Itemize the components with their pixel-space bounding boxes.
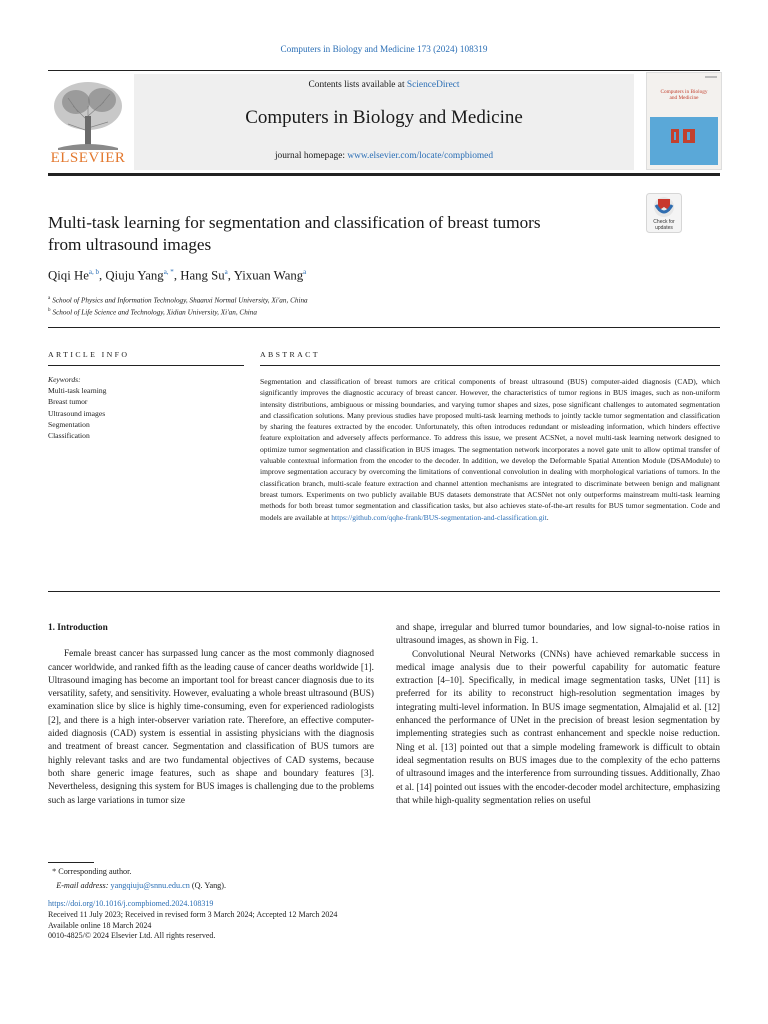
affiliation-mark: a	[48, 296, 51, 301]
keywords-block	[48, 374, 244, 441]
affiliation-text: School of Life Science and Technology, Xidian University, Xi'an, China	[52, 308, 257, 317]
keyword-item: Classification	[48, 431, 90, 441]
affiliation-a	[48, 296, 308, 304]
top-rule	[48, 70, 720, 71]
cover-title-line2: and Medicine	[669, 95, 699, 101]
article-info-caption: ARTICLE INFO	[48, 350, 130, 359]
keywords-label: Keywords:	[48, 375, 81, 384]
abstract-bottom-rule	[48, 591, 720, 592]
sciencedirect-link[interactable]: ScienceDirect	[406, 80, 460, 90]
body-paragraph: and shape, irregular and blurred tumor boundaries, and low signal-to-noise ratios in ultrasound images, as shown in Fig. 1.	[396, 623, 720, 647]
corresponding-author-note: * Corresponding author.	[48, 867, 132, 876]
author-affiliation-mark[interactable]: a	[303, 268, 307, 276]
body-column-left	[48, 622, 374, 808]
journal-homepage-line	[134, 151, 634, 161]
article-info-rule	[48, 365, 244, 366]
crossmark-icon	[646, 193, 682, 233]
journal-cover-thumbnail[interactable]	[646, 72, 722, 170]
author-affiliation-mark[interactable]: a	[224, 268, 228, 276]
header-bottom-rule	[48, 173, 720, 176]
contents-prefix: Contents lists available at	[308, 80, 407, 90]
affiliation-b	[48, 308, 257, 316]
body-paragraph: Convolutional Neural Networks (CNNs) have achieved remarkable success in medical image analysis due to their powerful capability for automatic feature extraction [4–10]. Specifically, in medical image segmentation tasks, UNet [11] is preferred for its ability to reconstruct high-resolution segmentation images by integrating multi-level information. In BUS image segmentation, Almajalid et al. [12] enhanced the performance of UNet in the precision of breast lesion segmentation by implementing strategies such as contrast enhancement and speckle noise reduction. Ning et al. [13] pointed out that a simple modeling framework is difficult to obtain ideal segmentation results on BUS images due to the complexity of the echo patterns of ultrasound images and the interference from surrounding tissues. Additionally, Zhao et al. [14] pointed out issues with the encoder-decoder model architecture, emphasizing that while high-quality segmentation relies on useful	[396, 649, 720, 806]
doi-link[interactable]: https://doi.org/10.1016/j.compbiomed.2024.108319	[48, 899, 214, 908]
author-list: Qiqi He$^{a, b}$, Qiuju Yang$^{a, *}$, Hang Su$^a$, Yixuan Wang$^a$	[48, 268, 307, 283]
paper-title-line1: Multi-task learning for segmentation and classification of breast tumors	[48, 213, 541, 232]
keyword-item: Multi-task learning	[48, 386, 107, 396]
footnote-rule	[48, 862, 94, 863]
author-name[interactable]: Hang Su	[180, 268, 225, 283]
contents-line	[134, 80, 634, 90]
affiliation-rule	[48, 327, 720, 328]
journal-citation[interactable]	[0, 44, 768, 54]
author-name[interactable]: Qiqi He	[48, 268, 89, 283]
crossmark-line1: Check for	[653, 219, 675, 225]
code-repository-link[interactable]: https://github.com/qqhe-frank/BUS-segmentation-and-classification.git	[331, 512, 547, 522]
author-affiliation-mark[interactable]: a, *	[163, 268, 174, 276]
author-email-link[interactable]: yangqiuju@snnu.edu.cn	[110, 880, 190, 890]
author-name[interactable]: Yixuan Wang	[233, 268, 304, 283]
received-dates: Received 11 July 2023; Received in revised form 3 March 2024; Accepted 12 March 2024	[48, 909, 338, 919]
abstract-text	[260, 376, 720, 523]
cover-title-line1: Computers in Biology	[660, 89, 708, 95]
publisher-wordmark: ELSEVIER	[50, 150, 126, 166]
section-heading-introduction: 1. Introduction	[48, 623, 108, 633]
keyword-item: Segmentation	[48, 419, 90, 429]
journal-homepage-link[interactable]: www.elsevier.com/locate/compbiomed	[347, 151, 494, 161]
available-online: Available online 18 March 2024	[48, 920, 152, 930]
footnotes	[48, 865, 448, 892]
paper-title-line2: from ultrasound images	[48, 235, 212, 254]
abstract-body: Segmentation and classification of breast tumors are critical components of breast ultrasound (BUS) computer-aided diagnosis (CAD), which significantly improves the diagnostic accuracy of breast cancer. However, the characteristics of tumor regions in BUS images, such as non-uniform intensity distributions, ambiguous or missing boundaries, and varying tumor shapes and sizes, pose significant challenges to automated segmentation and classification solutions. Many previous studies have proposed multi-task learning methods to jointly tackle tumor segmentation and classification by sharing the features extracted by the encoder. Unfortunately, this often introduces redundant or misleading information, which hinders effective feature exploitation and adversely affects performance. To address this issue, we present ACSNet, a novel multi-task learning network designed to optimize tumor segmentation and classification in BUS images. The segmentation network incorporates a novel gate unit to allow optimal transfer of valuable contextual information from the encoder to the decoder. In addition, we develop the Deformable Spatial Attention Module (DSAModule) to improve segmentation accuracy by overcoming the limitations of conventional convolution in dealing with morphological variations of tumors. In the classification branch, multi-scale feature extraction and channel attention mechanisms are integrated to discriminate between benign and malignant breast tumors. Experiments on two publicly available BUS datasets demonstrate that ACSNet not only outperforms mainstream multi-task learning methods for both breast tumor segmentation and classification tasks, but also achieves state-of-the-art results for BUS tumor segmentation. Code and models are available at	[260, 377, 720, 522]
author-affiliation-mark[interactable]: a, b	[88, 268, 99, 276]
affiliation-text: School of Physics and Information Technology, Shaanxi Normal University, Xi'an, China	[52, 296, 308, 305]
email-label: E-mail address:	[56, 880, 111, 890]
affiliation-mark: b	[48, 308, 51, 313]
author-name[interactable]: Qiuju Yang	[105, 268, 164, 283]
crossmark-line2: updates	[655, 225, 673, 231]
abstract-caption: ABSTRACT	[260, 350, 320, 359]
citation-text[interactable]: Computers in Biology and Medicine 173 (2024) 108319	[280, 44, 488, 54]
cover-art	[647, 73, 721, 169]
body-column-right	[396, 622, 720, 808]
paper-title	[48, 212, 628, 256]
check-for-updates-badge[interactable]	[646, 193, 682, 233]
homepage-prefix: journal homepage:	[274, 151, 348, 161]
email-suffix: (Q. Yang).	[189, 880, 227, 890]
keyword-item: Breast tumor	[48, 397, 88, 407]
publication-info	[48, 899, 468, 942]
body-paragraph: Female breast cancer has surpassed lung cancer as the most commonly diagnosed cancer worldwide, and ranked fifth as the leading cause of cancer deaths worldwide [1]. Ultrasound imaging has become an important tool for breast cancer diagnosis due to its versatility, safety, and sensitivity. However, evaluating a whole breast ultrasound (BUS) examination slice by slice is highly time-consuming, even for experienced radiologists [2], and there is a high inter-observer variation rate. Therefore, an effective computer-aided diagnosis (CAD) system is essential in assisting physicians with the diagnosis and treatment of breast cancer. Segmentation and classification of BUS tumors are highly relevant tasks and are two fundamental objectives of CAD systems, because both share generic image features, such as shape and boundary features [3]. Nevertheless, designing this system for BUS images is challenging due to the problems such as large variations in tumor size	[48, 649, 374, 806]
abstract-end: .	[546, 512, 549, 522]
keyword-item: Ultrasound images	[48, 408, 106, 418]
email-note	[48, 879, 448, 893]
abstract-rule	[260, 365, 720, 366]
journal-title: Computers in Biology and Medicine	[245, 107, 523, 128]
corresponding-author-text: Corresponding author.	[58, 867, 132, 876]
copyright-line: 0010-4825/© 2024 Elsevier Ltd. All rights reserved.	[48, 931, 216, 941]
